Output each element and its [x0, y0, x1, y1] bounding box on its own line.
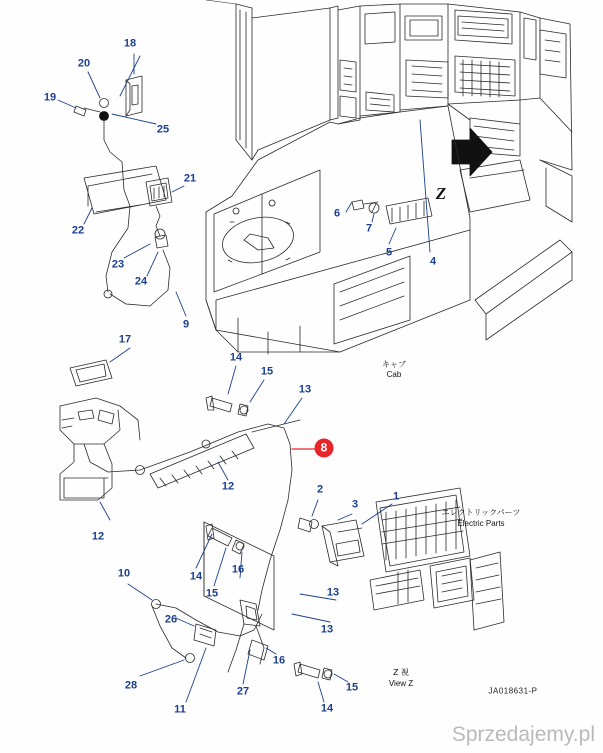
- callout-17[interactable]: 17: [118, 333, 132, 346]
- callout-16-lower[interactable]: 16: [272, 654, 286, 667]
- callout-20[interactable]: 20: [77, 57, 91, 70]
- callout-4[interactable]: 4: [429, 255, 437, 268]
- callout-15-upper[interactable]: 15: [260, 365, 274, 378]
- callout-1[interactable]: 1: [392, 490, 400, 503]
- callout-16-upper[interactable]: 16: [231, 563, 245, 576]
- callout-2[interactable]: 2: [316, 483, 324, 496]
- callout-12-mid[interactable]: 12: [221, 480, 235, 493]
- callout-18[interactable]: 18: [123, 37, 137, 50]
- callout-24[interactable]: 24: [134, 275, 148, 288]
- callout-25[interactable]: 25: [156, 123, 170, 136]
- cab-label-en: Cab: [386, 370, 402, 379]
- callout-14-lower-left[interactable]: 14: [189, 570, 203, 583]
- electric-parts-label-jp: エレクトリックパーツ: [441, 508, 521, 517]
- callout-7[interactable]: 7: [365, 222, 373, 235]
- cab-label-jp: キャブ: [382, 360, 406, 369]
- callout-15-lower-right[interactable]: 15: [345, 681, 359, 694]
- callout-26[interactable]: 26: [164, 613, 178, 626]
- highlighted-part-8[interactable]: 8: [315, 439, 334, 458]
- drawing-number: JA018631-P: [488, 686, 538, 696]
- view-z-label-en: View Z: [388, 679, 414, 688]
- callout-13-upper[interactable]: 13: [298, 383, 312, 396]
- callout-14-lower-right[interactable]: 14: [320, 702, 334, 715]
- callout-13-lower[interactable]: 13: [326, 586, 340, 599]
- callout-14-upper[interactable]: 14: [229, 351, 243, 364]
- watermark: Sprzedajemy.pl: [451, 723, 595, 746]
- callout-13-lower2[interactable]: 13: [320, 623, 334, 636]
- callout-23[interactable]: 23: [111, 258, 125, 271]
- callout-19[interactable]: 19: [43, 91, 57, 104]
- callout-22[interactable]: 22: [71, 224, 85, 237]
- callout-6[interactable]: 6: [333, 207, 341, 220]
- callout-3[interactable]: 3: [351, 498, 359, 511]
- callout-12-left[interactable]: 12: [91, 530, 105, 543]
- callout-11[interactable]: 11: [174, 703, 186, 716]
- z-arrow-label: Z: [435, 184, 447, 203]
- callout-5[interactable]: 5: [385, 246, 393, 259]
- electric-parts-label-en: Electric Parts: [457, 519, 505, 528]
- callout-21[interactable]: 21: [183, 172, 197, 185]
- view-z-label-jp: Z 視: [392, 668, 410, 677]
- callout-10[interactable]: 10: [117, 567, 131, 580]
- callout-9[interactable]: 9: [182, 318, 190, 331]
- callout-15-lower-left[interactable]: 15: [205, 587, 219, 600]
- callout-28[interactable]: 28: [124, 679, 138, 692]
- callout-27[interactable]: 27: [236, 685, 250, 698]
